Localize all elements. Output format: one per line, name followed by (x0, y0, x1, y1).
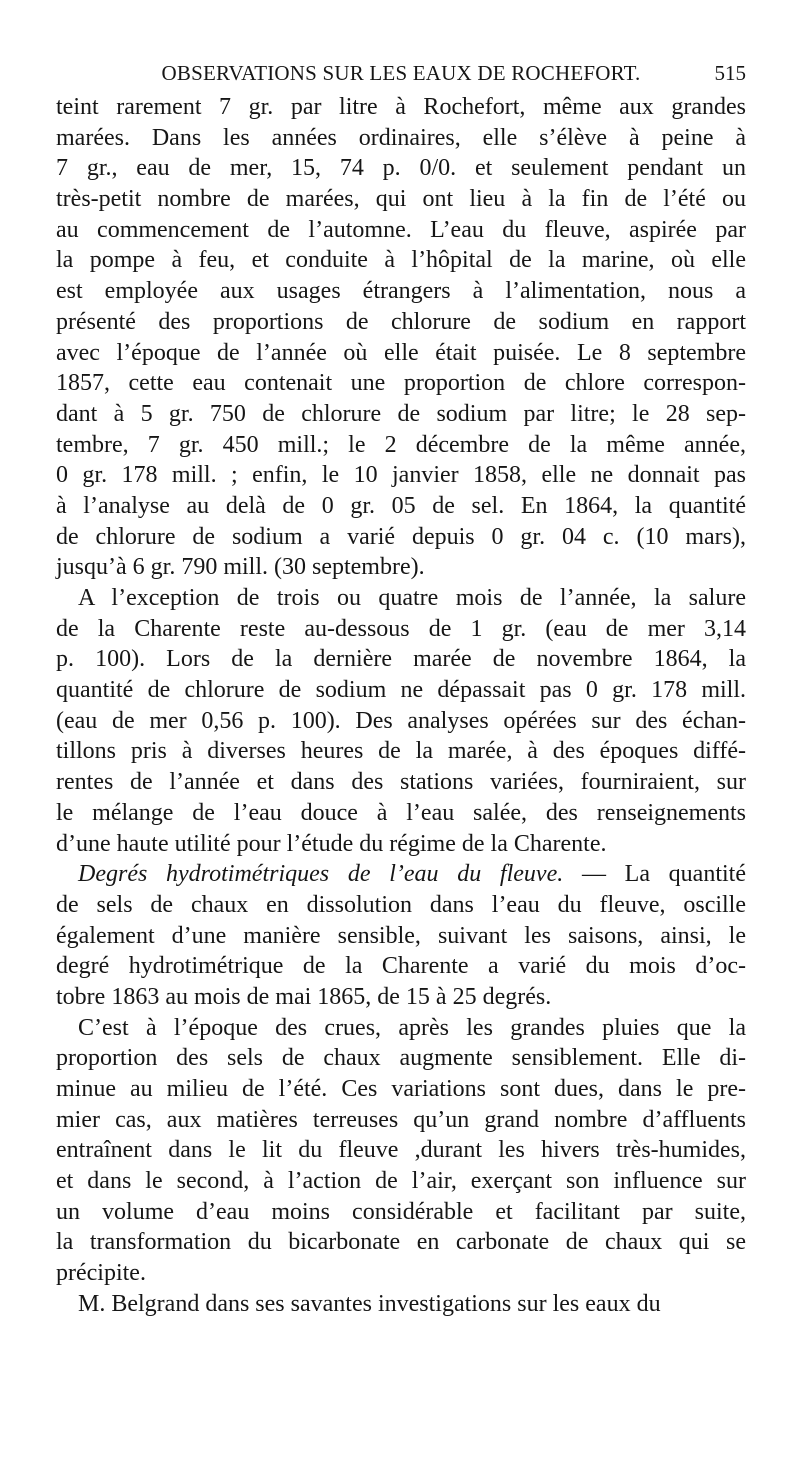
text-line: tobre 1863 au mois de mai 1865, de 15 à 25 degrés. (56, 983, 552, 1010)
text-line: un volume d’eau moins considérable et facilitant par suite, (56, 1198, 746, 1225)
text-line: 0 gr. 178 mill. ; enfin, le 10 janvier 1858, elle ne donnait pas (56, 462, 746, 489)
text-line: teint rarement 7 gr. par litre à Rochefort, même aux grandes (56, 94, 746, 120)
text-line: est employée aux usages étrangers à l’alimentation, nous a (56, 278, 746, 305)
text-line: de sels de chaux en dissolution dans l’eau du fleuve, oscille (56, 891, 746, 918)
text-line: très-petit nombre de marées, qui ont lieu à la fin de l’été ou (56, 186, 746, 213)
paragraph (56, 92, 746, 583)
body-text (56, 92, 746, 1320)
text-line: minue au milieu de l’été. Ces variations sont dues, dans le pre- (56, 1076, 746, 1102)
section-heading: Degrés hydrotimétriques de l’eau du fleuve. (78, 861, 564, 888)
text-line: le mélange de l’eau douce à l’eau salée, des renseignements (56, 799, 746, 826)
text-line: d’une haute utilité pour l’étude du régime de la Charente. (56, 830, 607, 857)
heading-continuation: — La quantité (563, 861, 746, 888)
text-line: avec l’époque de l’année où elle était puisée. Le 8 septembre (56, 339, 746, 366)
text-line: proportion des sels de chaux augmente sensiblement. Elle di- (56, 1045, 746, 1072)
text-line: rentes de l’année et dans des stations variées, fourniraient, sur (56, 769, 746, 796)
text-line: également d’une manière sensible, suivant les saisons, ainsi, le (56, 922, 746, 949)
text-line: M. Belgrand dans ses savantes investigations sur les eaux du (78, 1290, 661, 1317)
text-line: (eau de mer 0,56 p. 100). Des analyses opérées sur des échan- (56, 707, 746, 734)
text-line: à l’analyse au delà de 0 gr. 05 de sel. En 1864, la quantité (56, 492, 746, 519)
text-line: mier cas, aux matières terreuses qu’un grand nombre d’affluents (56, 1106, 746, 1133)
paragraph (56, 859, 746, 1012)
paragraph (56, 583, 746, 859)
page-number: 515 (714, 61, 746, 85)
text-line: A l’exception de trois ou quatre mois de l’année, la salure (78, 585, 746, 611)
text-line: tillons pris à diverses heures de la marée, à des époques diffé- (56, 738, 746, 765)
text-line: précipite. (56, 1260, 146, 1287)
text-line: au commencement de l’automne. L’eau du fleuve, aspirée par (56, 216, 746, 243)
text-line: p. 100). Lors de la dernière marée de novembre 1864, la (56, 646, 746, 673)
running-head (56, 58, 746, 88)
text-line: degré hydrotimétrique de la Charente a varié du mois d’oc- (56, 953, 746, 980)
text-line: tembre, 7 gr. 450 mill.; le 2 décembre de la même année, (56, 431, 746, 458)
text-line: 7 gr., eau de mer, 15, 74 p. 0/0. et seulement pendant un (56, 155, 746, 182)
text-line: de la Charente reste au-dessous de 1 gr. (eau de mer 3,14 (56, 615, 746, 642)
text-line: la pompe à feu, et conduite à l’hôpital de la marine, où elle (56, 247, 746, 274)
paragraph (56, 1013, 746, 1289)
text-line: dant à 5 gr. 750 de chlorure de sodium par litre; le 28 sep- (56, 400, 746, 427)
text-line: jusqu’à 6 gr. 790 mill. (30 septembre). (56, 554, 425, 581)
text-line (56, 859, 746, 890)
running-title: OBSERVATIONS SUR LES EAUX DE ROCHEFORT. (161, 61, 641, 85)
text-line: de chlorure de sodium a varié depuis 0 gr. 04 c. (10 mars), (56, 523, 746, 550)
text-line: 1857, cette eau contenait une proportion de chlore correspon- (56, 370, 746, 397)
text-line: la transformation du bicarbonate en carbonate de chaux qui se (56, 1229, 746, 1256)
text-line: entraînent dans le lit du fleuve ,durant les hivers très-humides, (56, 1137, 746, 1164)
text-line: présenté des proportions de chlorure de sodium en rapport (56, 308, 746, 335)
text-line: et dans le second, à l’action de l’air, exerçant son influence sur (56, 1168, 746, 1195)
text-line: quantité de chlorure de sodium ne dépassait pas 0 gr. 178 mill. (56, 677, 746, 704)
text-line: marées. Dans les années ordinaires, elle s’élève à peine à (56, 124, 746, 151)
paragraph (56, 1289, 746, 1320)
text-line: C’est à l’époque des crues, après les grandes pluies que la (78, 1014, 746, 1041)
